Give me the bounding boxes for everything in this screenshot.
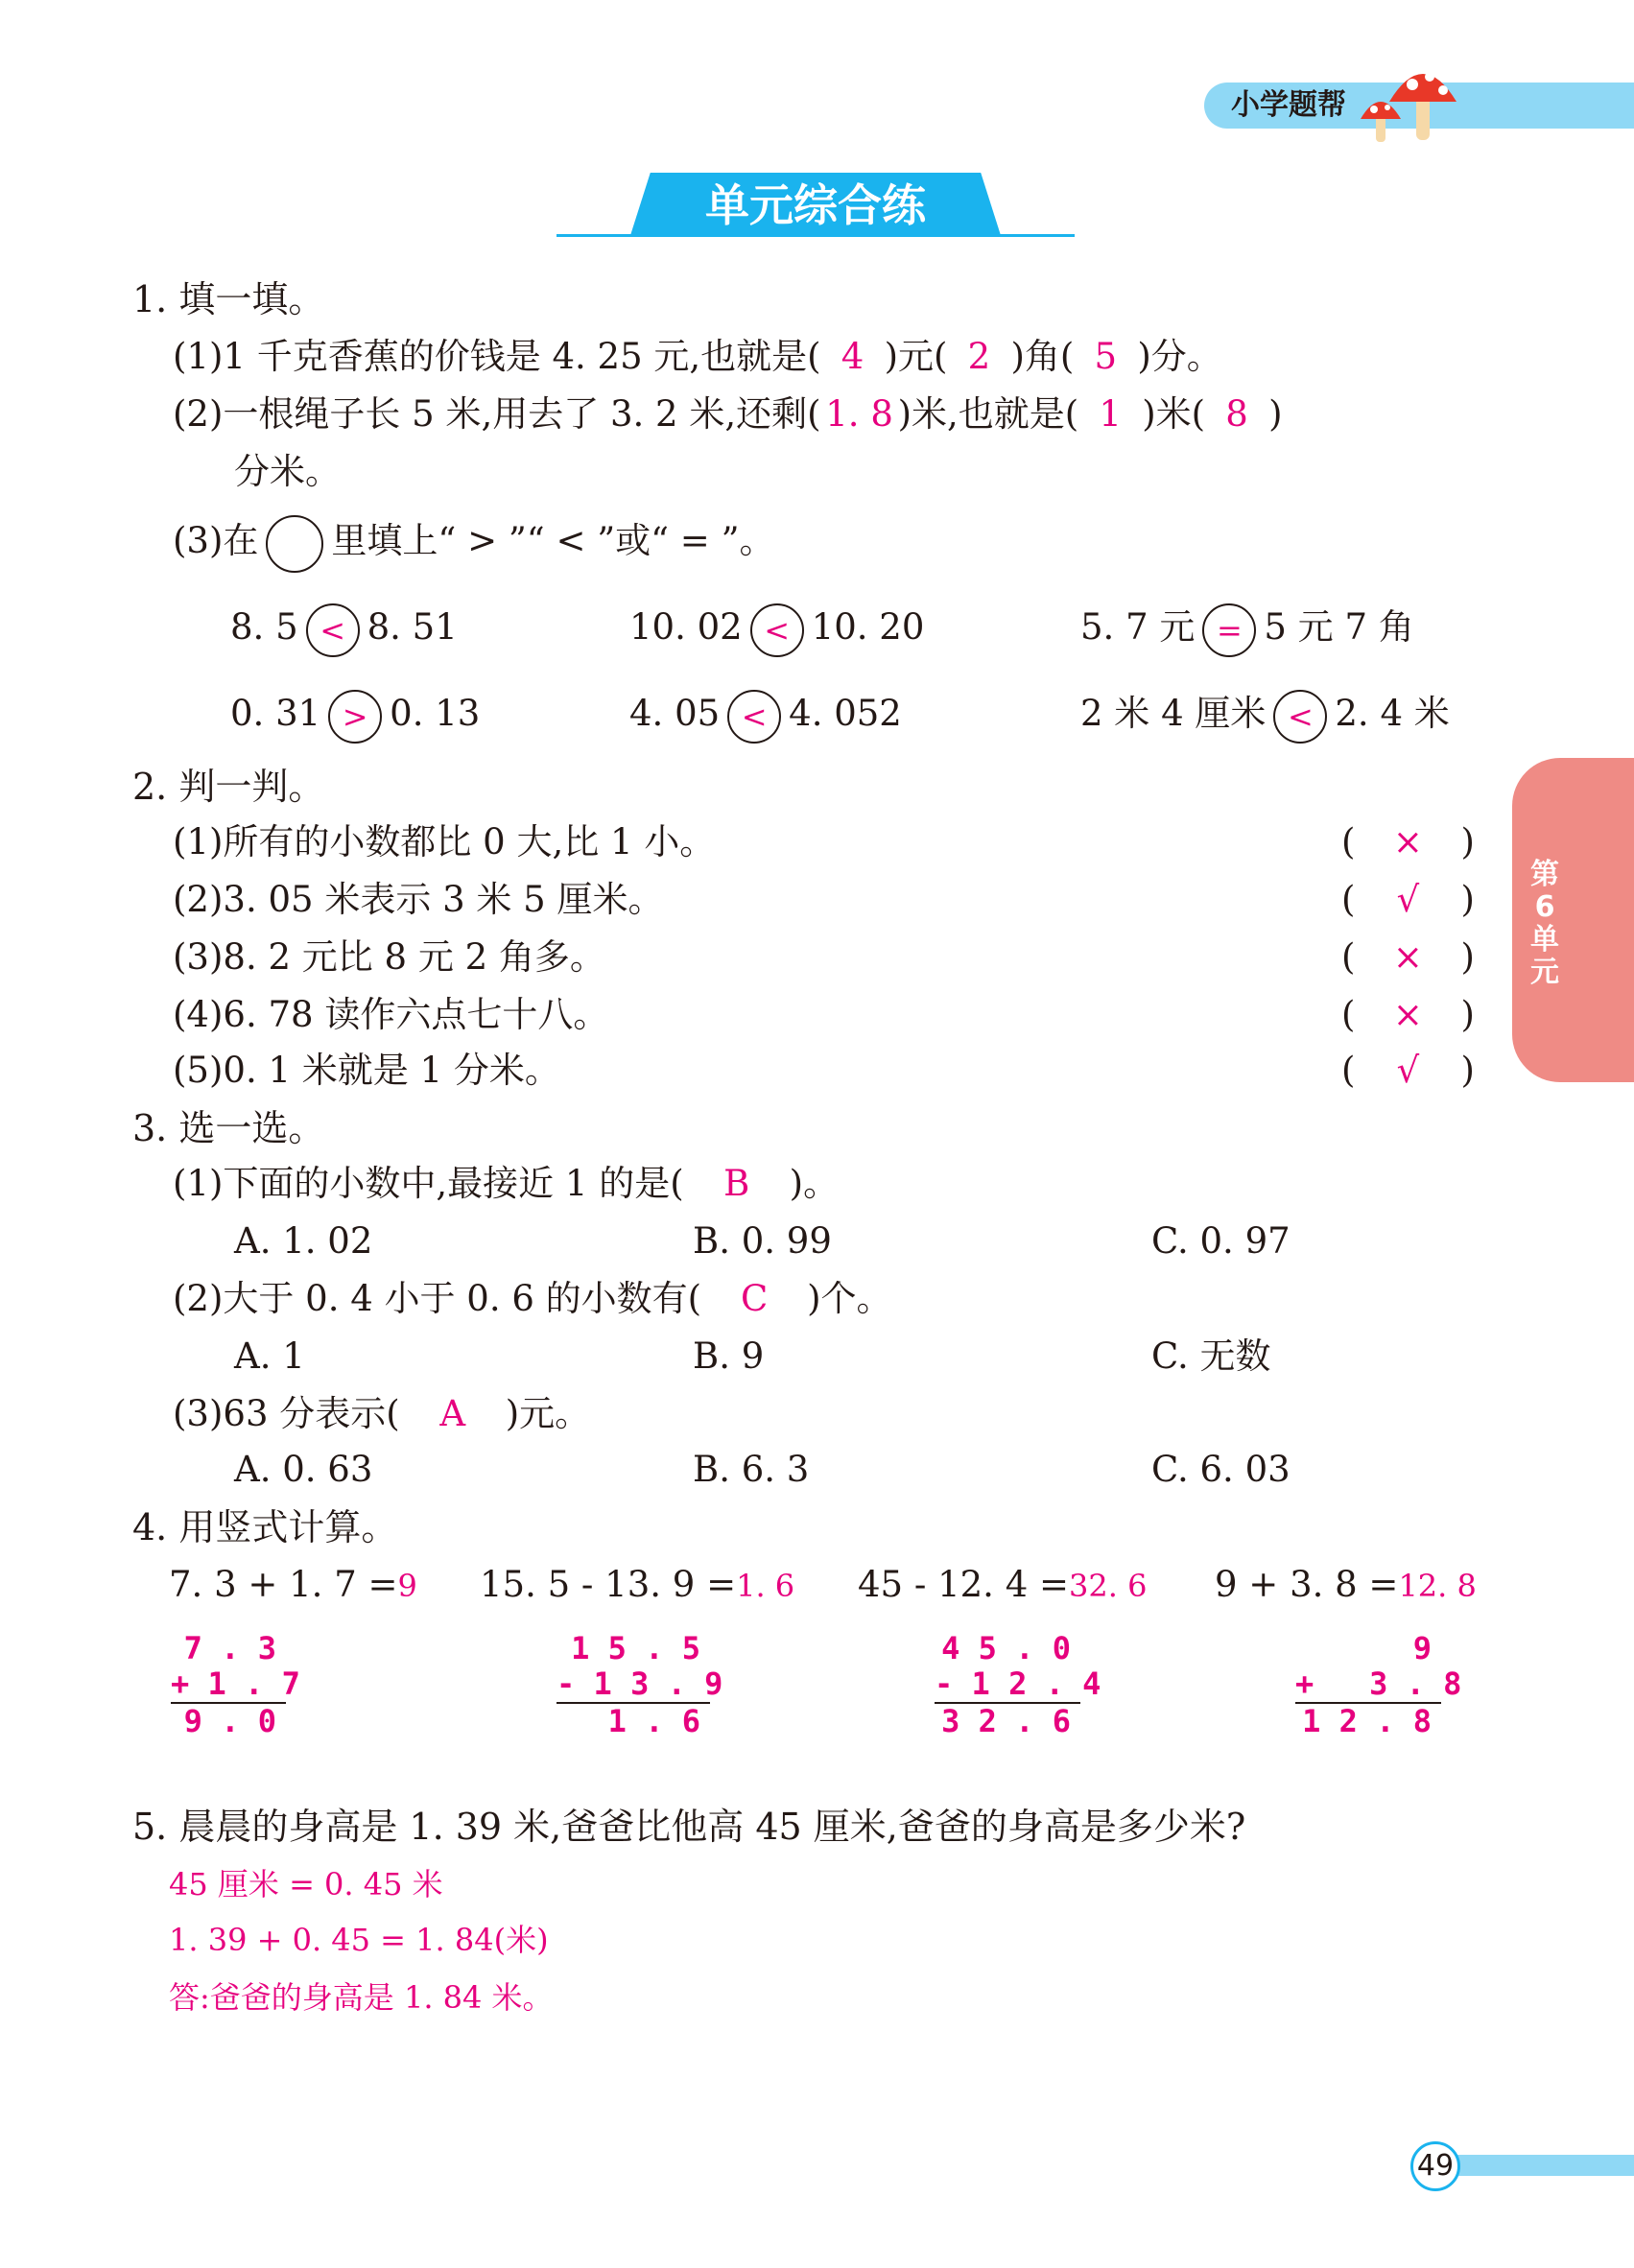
vertical-calc-2: 1 5 . 5 - 1 3 . 9 1 . 6 [557, 1630, 723, 1739]
choice-3-option-c: C. 6. 03 [1151, 1449, 1291, 1490]
choice-3-option-b: B. 6. 3 [693, 1449, 810, 1490]
calc-expression-4: 9 + 3. 8 =12. 8 [1215, 1564, 1477, 1605]
choice-2-option-a: A. 1 [234, 1335, 305, 1377]
comparison-2: 10. 02 < 10. 20 [629, 599, 924, 657]
vertical-calc-3: 4 5 . 0 - 1 2 . 4 3 2 . 6 [935, 1630, 1101, 1739]
section-5-heading: 5. 晨晨的身高是 1. 39 米,爸爸比他高 45 厘米,爸爸的身高是多少米? [132, 1806, 1246, 1848]
judge-item-2: (2)3. 05 米表示 3 米 5 厘米。 [173, 879, 664, 920]
title-underline [557, 234, 1075, 237]
choice-2-option-c: C. 无数 [1151, 1335, 1271, 1377]
calc-expression-2: 15. 5 - 13. 9 =1. 6 [480, 1564, 795, 1605]
brand-label: 小学题帮 [1231, 88, 1346, 122]
choice-1-option-b: B. 0. 99 [693, 1220, 832, 1262]
section-4-heading: 4. 用竖式计算。 [132, 1506, 398, 1548]
vertical-calc-1: 7 . 3 + 1 . 7 9 . 0 [171, 1630, 300, 1739]
calc-expression-3: 45 - 12. 4 =32. 6 [858, 1564, 1148, 1605]
page-number-bar [1439, 2155, 1634, 2176]
judge-answer-1: ( × ) [1341, 821, 1475, 862]
section-3-heading: 3. 选一选。 [132, 1107, 325, 1149]
judge-answer-2: ( √ ) [1341, 879, 1475, 920]
comparison-3: 5. 7 元 = 5 元 7 角 [1080, 599, 1414, 657]
vertical-calc-4: 9 + 3 . 8 1 2 . 8 [1295, 1630, 1462, 1739]
solution-line-1: 45 厘米 = 0. 45 米 [169, 1866, 443, 1902]
unit-tab-label: 第6单元 [1530, 858, 1559, 989]
page-title: 单元综合练 [705, 179, 926, 231]
judge-answer-4: ( × ) [1341, 994, 1475, 1035]
section-2-heading: 2. 判一判。 [132, 766, 325, 808]
choice-1-option-c: C. 0. 97 [1151, 1220, 1291, 1262]
judge-answer-3: ( × ) [1341, 936, 1475, 978]
choice-question-2: (2)大于 0. 4 小于 0. 6 的小数有( C )个。 [173, 1278, 892, 1319]
judge-item-3: (3)8. 2 元比 8 元 2 角多。 [173, 936, 605, 978]
s1-question-1: (1)1 千克香蕉的价钱是 4. 25 元,也就是( 4 )元( 2 )角( 5 )分。 [173, 336, 1222, 377]
s1-question-2-cont: 分米。 [234, 451, 341, 492]
judge-answer-5: ( √ ) [1341, 1050, 1475, 1091]
judge-item-5: (5)0. 1 米就是 1 分米。 [173, 1050, 560, 1091]
choice-1-option-a: A. 1. 02 [234, 1220, 373, 1262]
choice-2-option-b: B. 9 [693, 1335, 765, 1377]
page-number: 49 [1410, 2141, 1460, 2191]
judge-item-1: (1)所有的小数都比 0 大,比 1 小。 [173, 821, 716, 862]
comparison-4: 0. 31 > 0. 13 [230, 685, 480, 744]
s1-question-2: (2)一根绳子长 5 米,用去了 3. 2 米,还剩( 1. 8 )米,也就是( 1 )米( 8 ) [173, 393, 1283, 435]
mushroom-icon [1353, 56, 1468, 148]
comparison-1: 8. 5 < 8. 51 [230, 599, 458, 657]
s1-question-3: (3)在 里填上“ > ”“ < ”或“ = ”。 [173, 512, 775, 573]
section-1-heading: 1. 填一填。 [132, 278, 325, 320]
calc-expression-1: 7. 3 + 1. 7 =9 [169, 1564, 417, 1605]
comparison-6: 2 米 4 厘米 < 2. 4 米 [1080, 685, 1450, 744]
choice-question-1: (1)下面的小数中,最接近 1 的是( B )。 [173, 1163, 840, 1204]
judge-item-4: (4)6. 78 读作六点七十八。 [173, 994, 609, 1035]
choice-question-3: (3)63 分表示( A )元。 [173, 1393, 591, 1434]
blank-circle [266, 515, 323, 573]
comparison-5: 4. 05 < 4. 052 [629, 685, 902, 744]
solution-answer: 答:爸爸的身高是 1. 84 米。 [169, 1979, 554, 2016]
solution-line-2: 1. 39 + 0. 45 = 1. 84(米) [169, 1922, 549, 1958]
choice-3-option-a: A. 0. 63 [234, 1449, 373, 1490]
